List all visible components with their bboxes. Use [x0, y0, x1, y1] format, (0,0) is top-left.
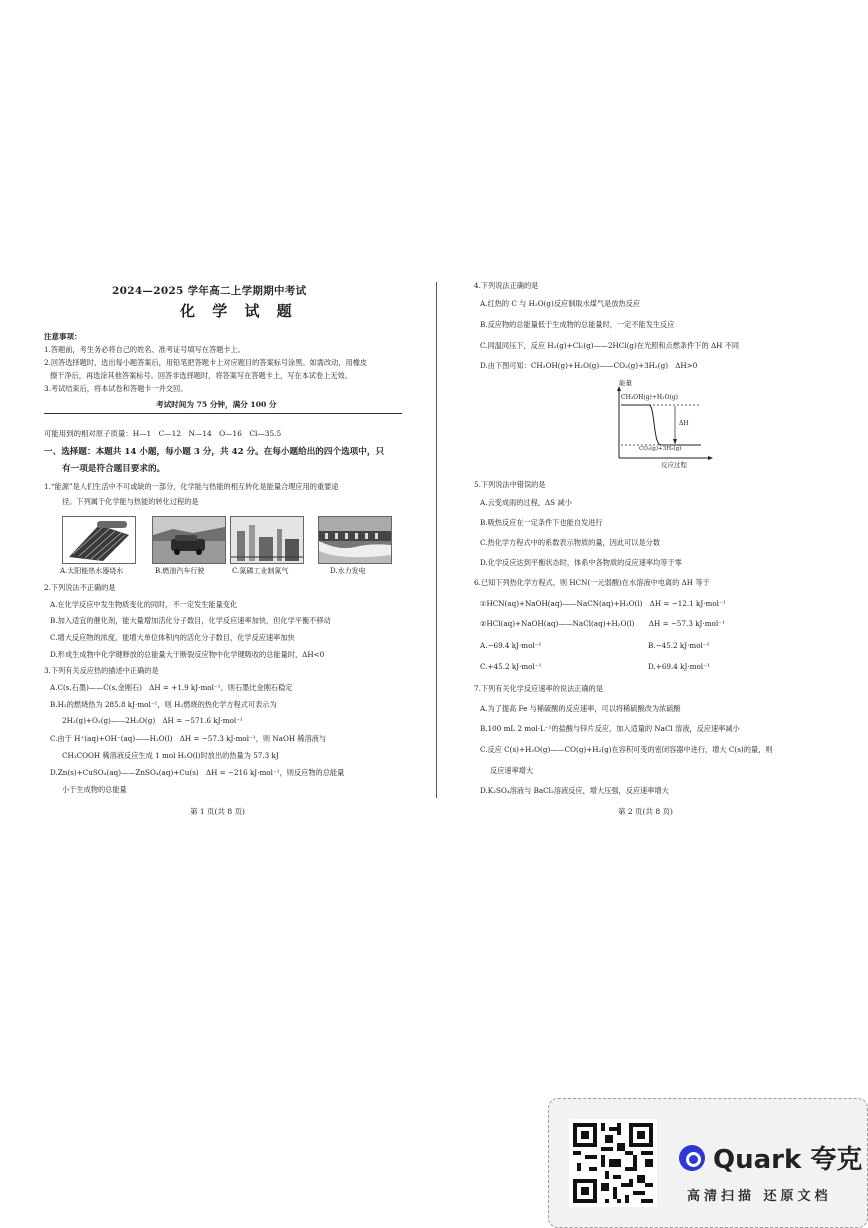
q7-option: 反应速率增大 [490, 766, 534, 775]
quark-tagline: 高清扫描 还原文档 [687, 1189, 832, 1204]
section-one-heading: 一、选择题：本题共 14 小题，每小题 3 分，共 42 分。在每小题给出的四个选项中，只 [44, 447, 385, 457]
q2-option: A.在化学反应中发生物质变化的同时，不一定发生能量变化 [50, 600, 238, 609]
industrial-plant-photo [230, 516, 304, 564]
hydropower-photo [318, 516, 392, 564]
note-line: 1.答题前，考生务必将自己的姓名、准考证号填写在答题卡上。 [44, 345, 245, 354]
q5-option: D.化学反应达到平衡状态时，体系中各物质的反应速率均等于零 [480, 558, 682, 567]
exam-title: 2024—2025 学年高二上学期期中考试 [112, 285, 307, 297]
q6-option-d: D.+69.4 kJ·mol⁻¹ [648, 662, 710, 671]
page-number-left: 第 1 页(共 8 页) [190, 807, 245, 816]
notes-heading: 注意事项： [44, 332, 82, 341]
diagram-delta-label: ΔH [679, 420, 689, 427]
q5-option: C.热化学方程式中的系数表示物质的量，因此可以是分数 [480, 538, 661, 547]
page-divider [436, 282, 437, 798]
q7-option: D.K₂SO₄溶液与 BaCl₂溶液反应，增大压强，反应速率增大 [480, 786, 669, 795]
q6-option-c: C.+45.2 kJ·mol⁻¹ [480, 662, 542, 671]
q1-option-b: B.燃油汽车行驶 [155, 567, 205, 575]
q1-option-c: C.氮磷工业制氮气 [232, 567, 289, 575]
header-rule [44, 413, 402, 414]
q2-stem: 2.下列说法不正确的是 [44, 583, 116, 592]
q4-option: B.反应物的总能量低于生成物的总能量时，一定不能发生反应 [480, 320, 675, 329]
q7-stem: 7.下列有关化学反应速率的说法正确的是 [474, 684, 604, 693]
q5-option: B.吸热反应在一定条件下也能自发进行 [480, 518, 603, 527]
note-line: 2.回答选择题时，选出每小题答案后，用铅笔把答题卡上对应题目的答案标号涂黑。如需改动，用橡皮 [44, 358, 368, 367]
quark-brand [679, 1139, 862, 1176]
q6-equation: ②HCl(aq)+NaOH(aq)——NaCl(aq)+H₂O(l) ΔH = −57.3 kJ·mol⁻¹ [480, 619, 725, 628]
diagram-x-label: 反应过程 [661, 461, 687, 469]
q3-option: 2H₂(g)+O₂(g)——2H₂O(g) ΔH = −571.6 kJ·mol⁻¹ [62, 716, 243, 725]
q3-stem: 3.下列有关反应热的描述中正确的是 [44, 666, 159, 675]
q6-option-b: B.−45.2 kJ·mol⁻¹ [648, 641, 710, 650]
note-line: 3.考试结束后，将本试卷和答题卡一并交回。 [44, 384, 188, 393]
q3-option: CH₃COOH 稀溶液反应生成 1 mol H₂O(l)时放出的热量为 57.3 kJ [62, 751, 279, 760]
q1-option-d: D.水力发电 [330, 567, 366, 575]
q5-option: A.云变成雨的过程，ΔS 减小 [480, 498, 572, 507]
qr-code [569, 1119, 657, 1207]
diagram-y-label: 能量 [619, 379, 632, 387]
solar-heater-photo [62, 516, 136, 564]
quark-watermark [548, 1098, 868, 1228]
q2-option: D.形成生成物中化学键释放的总能量大于断裂反应物中化学键吸收的总能量时，ΔH<0 [50, 650, 325, 659]
note-line: 擦干净后，再选涂其他答案标号。回答非选择题时，将答案写在答题卡上，写在本试卷上无效。 [50, 371, 352, 380]
q6-stem: 6.已知下列热化学方程式，则 HCN(一元弱酸)在水溶液中电离的 ΔH 等于 [474, 578, 710, 587]
q2-option: B.加入适宜的催化剂，能大量增加活化分子数目，化学反应速率加快，但化学平衡不移动 [50, 616, 331, 625]
q3-option: B.H₂的燃烧热为 285.8 kJ·mol⁻¹，则 H₂燃烧的热化学方程式可表示为 [50, 700, 277, 709]
q3-option: 小于生成物的总能量 [62, 785, 127, 794]
q4-stem: 4.下列说法正确的是 [474, 281, 539, 290]
q3-option: A.C(s,石墨)——C(s,金刚石) ΔH = +1.9 kJ·mol⁻¹，则石墨比金刚石稳定 [50, 683, 293, 692]
q5-stem: 5.下列说法中错误的是 [474, 480, 546, 489]
exam-info: 考试时间为 75 分钟，满分 100 分 [156, 400, 277, 409]
q6-option-a: A.−69.4 kJ·mol⁻¹ [480, 641, 542, 650]
q1-stem: 1.“能源”是人们生活中不可或缺的一部分，化学能与热能的相互转化是能量合理应用的重要途 [44, 482, 339, 491]
q3-option: C.由于 H⁺(aq)+OH⁻(aq)——H₂O(l) ΔH = −57.3 kJ·mol⁻¹，则 NaOH 稀溶液与 [50, 734, 327, 743]
q1-option-a: A.太阳能热水器烧水 [60, 567, 124, 575]
car-photo [152, 516, 226, 564]
subject-title: 化 学 试 题 [180, 302, 298, 320]
q2-option: C.增大反应物的浓度，能增大单位体积内的活化分子数目，化学反应速率加快 [50, 633, 295, 642]
q7-option: A.为了提高 Fe 与稀硫酸的反应速率，可以将稀硫酸改为浓硫酸 [480, 704, 681, 713]
quark-brand-text: Quark 夸克 [713, 1145, 863, 1175]
quark-logo-icon [679, 1145, 705, 1171]
atomic-masses: 可能用到的相对原子质量：H—1 C—12 N—14 O—16 Cl—35.5 [44, 429, 282, 438]
q7-option: B.100 mL 2 mol·L⁻¹的盐酸与锌片反应，加入适量的 NaCl 溶液，反应速率减小 [480, 724, 740, 733]
q1-stem: 径。下列属于化学能与热能的转化过程的是 [62, 497, 199, 506]
diagram-top-label: CH₃OH(g)+H₂O(g) [621, 394, 679, 401]
q4-option: A.红热的 C 与 H₂O(g)反应制取水煤气是放热反应 [480, 299, 641, 308]
page-number-right: 第 2 页(共 8 页) [618, 807, 673, 816]
energy-diagram [605, 379, 715, 469]
q7-option: C.反应 C(s)+H₂O(g)——CO(g)+H₂(g)在容积可变的密闭容器中进行，增大 C(s)的量，则 [480, 745, 773, 754]
diagram-bottom-label: CO₂(g)+3H₂(g) [639, 446, 682, 452]
q3-option: D.Zn(s)+CuSO₄(aq)——ZnSO₄(aq)+Cu(s) ΔH = −216 kJ·mol⁻¹，则反应物的总能量 [50, 768, 345, 777]
q4-option: D.由下图可知：CH₃OH(g)+H₂O(g)——CO₂(g)+3H₂(g) ΔH>0 [480, 361, 698, 370]
section-one-heading-cont: 有一项是符合题目要求的。 [62, 464, 166, 474]
q6-equation: ①HCN(aq)+NaOH(aq)——NaCN(aq)+H₂O(l) ΔH = −12.1 kJ·mol⁻¹ [480, 599, 726, 608]
q4-option: C.同温同压下，反应 H₂(g)+Cl₂(g)——2HCl(g)在光照和点燃条件下的 ΔH 不同 [480, 341, 740, 350]
